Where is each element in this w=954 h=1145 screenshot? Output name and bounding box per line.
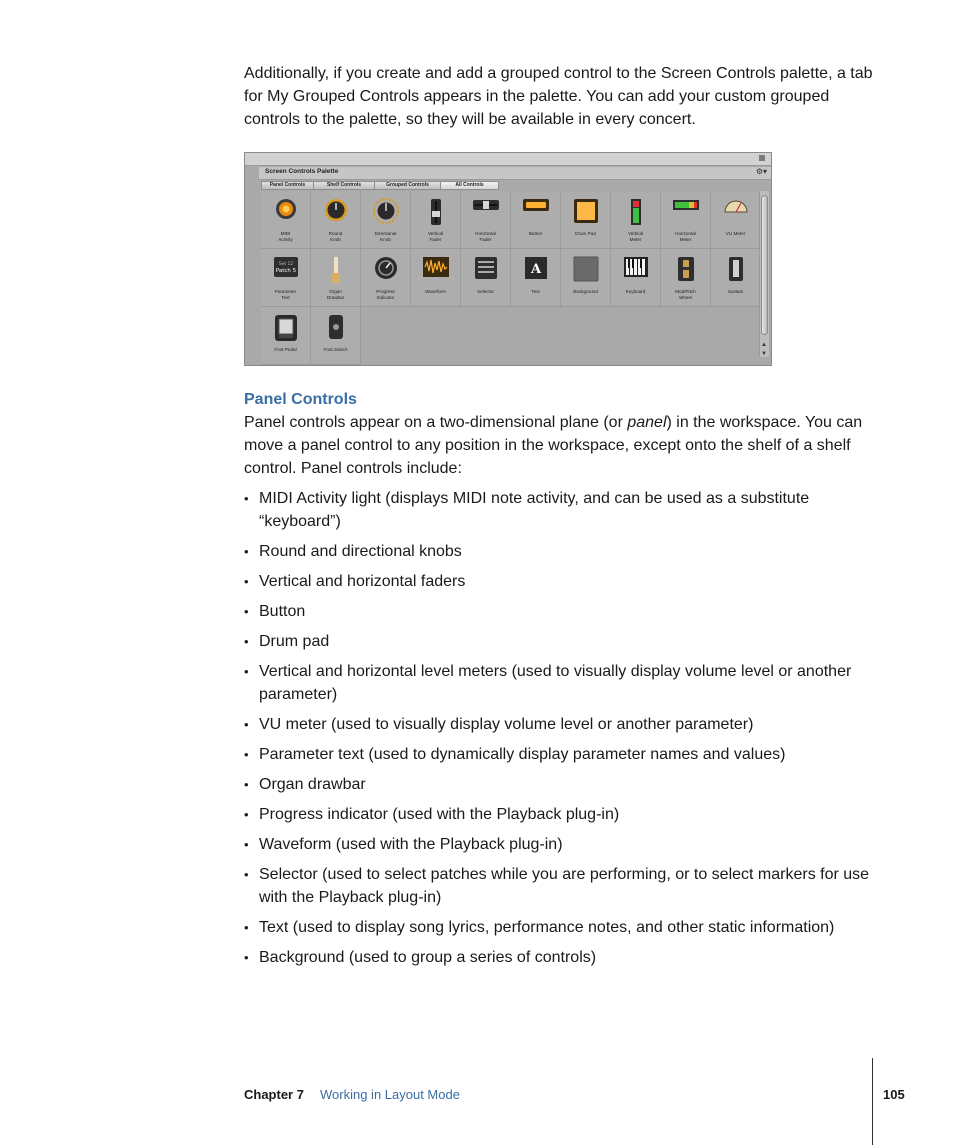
list-item: • Vertical and horizontal level meters (used to visually display volume level or another parameter) bbox=[244, 660, 876, 706]
scroll-up-arrow-icon[interactable]: ▲ bbox=[761, 342, 767, 348]
body-text-after: ) in the workspace. You can move a panel control to any position in the workspace, except onto the shelf of a shelf control. Panel controls include: bbox=[244, 414, 863, 477]
palette-item-label: Horizontal Meter bbox=[675, 231, 696, 242]
tab-shelf-controls[interactable]: Shelf Controls bbox=[313, 181, 374, 190]
palette-item-label: Organ Drawbar bbox=[326, 289, 345, 300]
palette-item-label: Drum Pad bbox=[575, 231, 596, 236]
list-item: • Button bbox=[244, 600, 876, 623]
list-item: • Selector (used to select patches while you are performing, or to select markers for use with the Playback plug-in) bbox=[244, 863, 876, 909]
palette-item-drum-pad[interactable] bbox=[561, 191, 611, 249]
list-item: • Drum pad bbox=[244, 630, 876, 653]
palette-item-label: Background bbox=[573, 289, 598, 294]
controls-grid bbox=[261, 191, 761, 357]
body-emphasis: panel bbox=[627, 414, 667, 431]
panel-controls-list bbox=[244, 487, 876, 976]
tab-grouped-controls[interactable]: Grouped Controls bbox=[374, 181, 440, 190]
palette-item-label: Vertical Fader bbox=[427, 231, 444, 242]
palette-item-vertical-fader[interactable] bbox=[411, 191, 461, 249]
list-item: • Waveform (used with the Playback plug-in) bbox=[244, 833, 876, 856]
palette-item-label: Round Knob bbox=[328, 231, 343, 242]
vertical-fader-icon bbox=[429, 198, 443, 231]
palette-item-sustain[interactable] bbox=[711, 249, 761, 307]
button-icon bbox=[522, 198, 550, 217]
page-number: 105 bbox=[883, 1087, 905, 1102]
palette-item-label: Foot Switch bbox=[323, 347, 348, 352]
horizontal-meter-icon bbox=[672, 198, 700, 216]
palette-item-label: Directional Knob bbox=[374, 231, 397, 242]
progress-indicator-icon bbox=[374, 256, 398, 285]
palette-item-label: Keyboard bbox=[625, 289, 646, 294]
palette-item-label: Progress Indicator bbox=[376, 289, 395, 300]
palette-item-organ-drawbar[interactable] bbox=[311, 249, 361, 307]
palette-item-background[interactable] bbox=[561, 249, 611, 307]
list-item: • Background (used to group a series of controls) bbox=[244, 946, 876, 969]
palette-item-label: Foot Pedal bbox=[274, 347, 297, 352]
palette-item-label: MIDI Activity bbox=[278, 231, 293, 242]
screen-controls-palette bbox=[244, 152, 772, 366]
organ-drawbar-icon bbox=[330, 256, 342, 289]
palette-item-label: Waveform bbox=[425, 289, 446, 294]
palette-item-selector[interactable] bbox=[461, 249, 511, 307]
palette-item-vu-meter[interactable] bbox=[711, 191, 761, 249]
scroll-thumb[interactable] bbox=[761, 195, 768, 335]
palette-item-parameter-text[interactable] bbox=[261, 249, 311, 307]
section-heading: Panel Controls bbox=[244, 391, 357, 408]
palette-tabs bbox=[261, 181, 499, 190]
drum-pad-icon bbox=[573, 198, 599, 229]
directional-knob-icon bbox=[373, 198, 399, 229]
palette-item-foot-switch[interactable] bbox=[311, 307, 361, 365]
list-item: • Progress indicator (used with the Playback plug-in) bbox=[244, 803, 876, 826]
palette-item-label: Text bbox=[531, 289, 540, 294]
vu-meter-icon bbox=[723, 198, 749, 219]
sustain-icon bbox=[728, 256, 744, 287]
palette-item-round-knob[interactable] bbox=[311, 191, 361, 249]
list-item: • Parameter text (used to dynamically display parameter names and values) bbox=[244, 743, 876, 766]
waveform-icon bbox=[422, 256, 450, 283]
svg-text:Set 12: Set 12 bbox=[278, 262, 293, 267]
horizontal-fader-icon bbox=[472, 198, 500, 217]
scroll-down-arrow-icon[interactable]: ▼ bbox=[761, 351, 767, 357]
palette-item-label: Parameter Text bbox=[274, 289, 297, 300]
palette-item-label: Horizontal Fader bbox=[475, 231, 496, 242]
footer-chapter-title: Working in Layout Mode bbox=[320, 1087, 460, 1102]
tab-all-controls[interactable]: All Controls bbox=[440, 181, 499, 190]
palette-item-label: Selector bbox=[477, 289, 494, 294]
selector-icon bbox=[474, 256, 498, 285]
list-item: • VU meter (used to visually display volume level or another parameter) bbox=[244, 713, 876, 736]
svg-text:Patch 5: Patch 5 bbox=[275, 268, 296, 274]
palette-item-keyboard[interactable] bbox=[611, 249, 661, 307]
background-icon bbox=[573, 256, 599, 287]
palette-item-directional-knob[interactable] bbox=[361, 191, 411, 249]
foot-switch-icon bbox=[328, 314, 344, 345]
gear-icon[interactable]: ⚙▾ bbox=[755, 167, 767, 176]
foot-pedal-icon bbox=[274, 314, 298, 347]
footer-divider bbox=[872, 1058, 873, 1145]
palette-item-label: Vertical Meter bbox=[627, 231, 644, 242]
list-item: • Organ drawbar bbox=[244, 773, 876, 796]
palette-item-waveform[interactable] bbox=[411, 249, 461, 307]
palette-item-horizontal-meter[interactable] bbox=[661, 191, 711, 249]
list-item: • Round and directional knobs bbox=[244, 540, 876, 563]
midi-activity-icon bbox=[275, 198, 297, 225]
resize-grip-icon[interactable] bbox=[759, 155, 765, 161]
palette-scrollbar[interactable] bbox=[759, 191, 769, 357]
palette-top-strip bbox=[245, 153, 771, 166]
palette-item-label: Mod/Pitch Wheel bbox=[675, 289, 696, 300]
palette-item-midi-activity[interactable] bbox=[261, 191, 311, 249]
palette-title: Screen Controls Palette bbox=[265, 168, 339, 175]
palette-titlebar bbox=[259, 167, 771, 180]
mod-pitch-wheel-icon bbox=[677, 256, 695, 287]
svg-text:A: A bbox=[530, 262, 541, 277]
round-knob-icon bbox=[324, 198, 348, 227]
body-text-before: Panel controls appear on a two-dimensional plane (or bbox=[244, 414, 628, 431]
palette-item-label: Sustain bbox=[727, 289, 744, 294]
palette-item-label: VU Meter bbox=[725, 231, 746, 236]
list-item: • MIDI Activity light (displays MIDI note activity, and can be used as a substitute “keyboard”) bbox=[244, 487, 876, 533]
vertical-meter-icon bbox=[630, 198, 642, 231]
list-item: • Text (used to display song lyrics, performance notes, and other static information) bbox=[244, 916, 876, 939]
parameter-text-icon bbox=[273, 256, 299, 283]
keyboard-icon bbox=[623, 256, 649, 283]
palette-item-vertical-meter[interactable] bbox=[611, 191, 661, 249]
body-paragraph bbox=[244, 411, 874, 480]
palette-item-mod-pitch-wheel[interactable] bbox=[661, 249, 711, 307]
text-icon bbox=[524, 256, 548, 285]
palette-item-button[interactable] bbox=[511, 191, 561, 249]
palette-item-text[interactable] bbox=[511, 249, 561, 307]
tab-panel-controls[interactable]: Panel Controls bbox=[261, 181, 313, 190]
list-item: • Vertical and horizontal faders bbox=[244, 570, 876, 593]
palette-item-horizontal-fader[interactable] bbox=[461, 191, 511, 249]
intro-paragraph: Additionally, if you create and add a grouped control to the Screen Controls palette, a tab for My Grouped Controls appears in the palette. You can add your custom grouped controls to the palette, so they will be available in every concert. bbox=[244, 65, 873, 128]
palette-item-progress-indicator[interactable] bbox=[361, 249, 411, 307]
footer-chapter: Chapter 7 bbox=[244, 1087, 304, 1102]
palette-item-foot-pedal[interactable] bbox=[261, 307, 311, 365]
palette-item-label: Button bbox=[528, 231, 543, 236]
